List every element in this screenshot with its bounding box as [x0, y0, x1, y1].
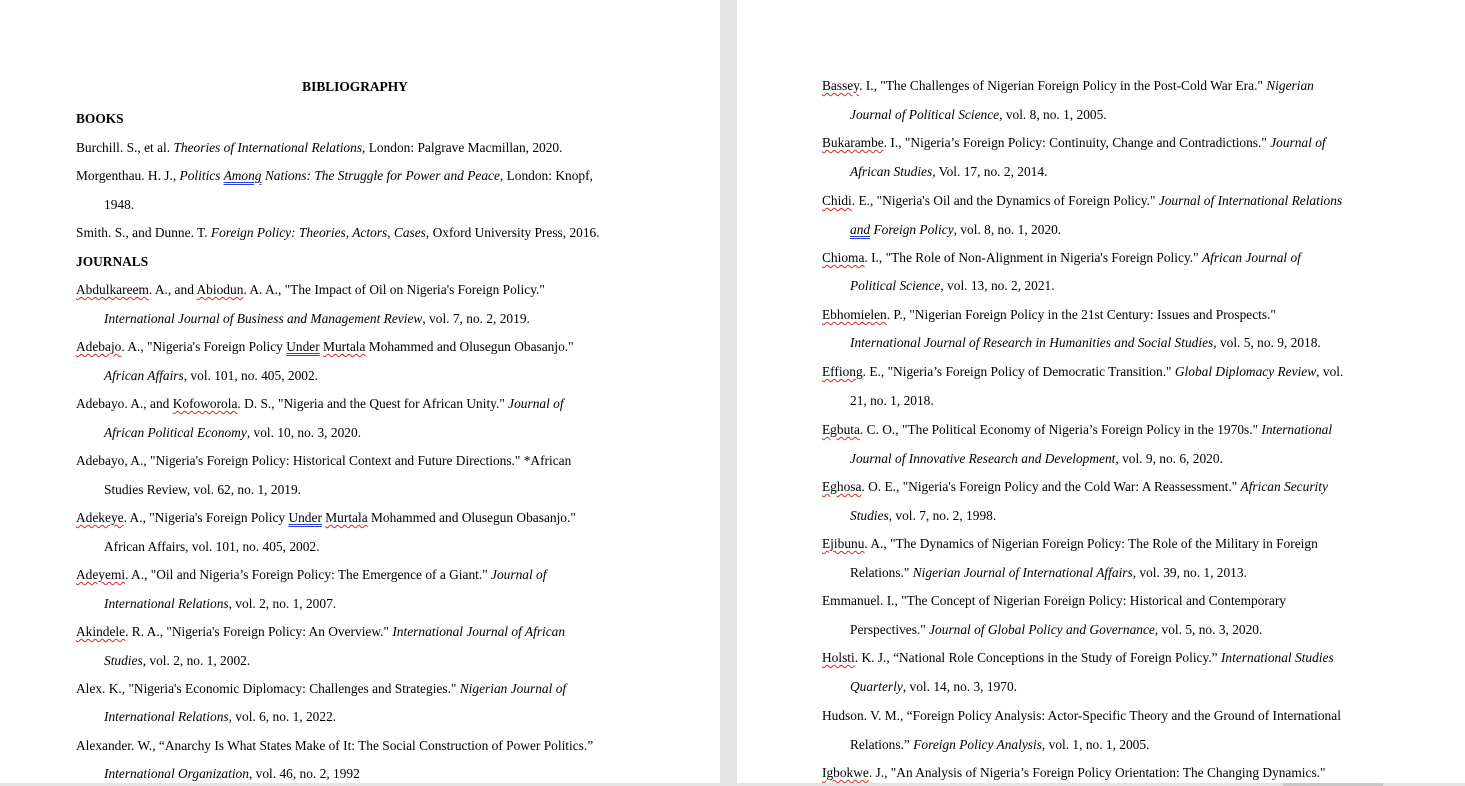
reference-line: Alex. K., "Nigeria's Economic Diplomacy: Challenges and Strategies." Nigerian Journal of: [76, 681, 567, 696]
bibliography-title: BIBLIOGRAPHY: [302, 79, 408, 94]
reference-line: Alexander. W., “Anarchy Is What States Make of It: The Social Construction of Power Politics.”: [76, 738, 594, 753]
spelling-flag: Abdulkareem: [76, 282, 149, 297]
spelling-flag: Adekeye: [76, 510, 124, 525]
spelling-flag: Abiodun: [196, 282, 244, 297]
reference-line: International Relations, vol. 2, no. 1, 2007.: [104, 596, 337, 611]
section-heading-journals: JOURNALS: [76, 254, 149, 269]
grammar-flag: Under: [288, 510, 322, 525]
reference-line: Morgenthau. H. J., Politics Among Nations: The Struggle for Power and Peace, London: Knopf,: [76, 168, 593, 183]
reference-line: Relations.” Foreign Policy Analysis, vol. 1, no. 1, 2005.: [850, 737, 1150, 752]
reference-line: Relations." Nigerian Journal of International Affairs, vol. 39, no. 1, 2013.: [850, 565, 1247, 580]
reference-line: Journal of Political Science, vol. 8, no. 1, 2005.: [850, 107, 1107, 122]
spelling-flag: Igbokwe: [822, 765, 869, 780]
spelling-flag: Ebhomielen: [822, 307, 887, 322]
section-heading-books: BOOKS: [76, 111, 124, 126]
reference-line: Emmanuel. I., "The Concept of Nigerian Foreign Policy: Historical and Contemporary: [822, 593, 1286, 608]
spelling-flag: Chioma: [822, 250, 865, 265]
reference-line: Holsti. K. J., “National Role Conceptions in the Study of Foreign Policy.” International Studies: [822, 650, 1334, 665]
reference-line: 1948.: [104, 197, 135, 212]
reference-line: Political Science, vol. 13, no. 2, 2021.: [850, 278, 1055, 293]
reference-line: and Foreign Policy, vol. 8, no. 1, 2020.: [850, 222, 1062, 237]
spelling-flag: Murtala: [323, 339, 366, 354]
reference-line: 21, no. 1, 2018.: [850, 393, 934, 408]
spelling-flag: Effiong: [822, 364, 863, 379]
page-gap: [720, 0, 737, 786]
reference-line: African Affairs, vol. 101, no. 405, 2002.: [104, 368, 319, 383]
reference-line: International Journal of Research in Humanities and Social Studies, vol. 5, no. 9, 2018.: [850, 335, 1321, 350]
reference-line: Bukarambe. I., "Nigeria’s Foreign Policy: Continuity, Change and Contradictions." Journal of: [822, 135, 1326, 150]
reference-line: Abdulkareem. A., and Abiodun. A. A., "The Impact of Oil on Nigeria's Foreign Policy.": [76, 282, 545, 297]
grammar-flag: and: [850, 222, 871, 237]
reference-line: African Political Economy, vol. 10, no. 3, 2020.: [104, 425, 362, 440]
reference-line: Adebajo. A., "Nigeria's Foreign Policy Under Murtala Mohammed and Olusegun Obasanjo.": [76, 339, 574, 354]
reference-line: Burchill. S., et al. Theories of International Relations, London: Palgrave Macmillan, 2020.: [76, 140, 563, 155]
reference-line: Eghosa. O. E., "Nigeria's Foreign Policy and the Cold War: A Reassessment." African Security: [822, 479, 1328, 494]
reference-line: Egbuta. C. O., "The Political Economy of Nigeria’s Foreign Policy in the 1970s." International: [822, 422, 1333, 437]
reference-line: Adebayo. A., and Kofoworola. D. S., "Nigeria and the Quest for African Unity." Journal of: [76, 396, 564, 411]
reference-line: Akindele. R. A., "Nigeria's Foreign Policy: An Overview." International Journal of African: [76, 624, 566, 639]
spelling-flag: Bukarambe: [822, 135, 884, 150]
reference-line: Quarterly, vol. 14, no. 3, 1970.: [850, 679, 1018, 694]
spelling-flag: Kofoworola: [172, 396, 238, 411]
reference-line: Smith. S., and Dunne. T. Foreign Policy: Theories, Actors, Cases, Oxford University Press, 2016.: [76, 225, 600, 240]
reference-line: Adebayo, A., "Nigeria's Foreign Policy: Historical Context and Future Directions." *African: [76, 453, 572, 468]
spelling-flag: Eghosa: [822, 479, 862, 494]
reference-line: International Relations, vol. 6, no. 1, 2022.: [104, 709, 337, 724]
document-page-right[interactable]: [737, 0, 1465, 786]
reference-line: Igbokwe. J., "An Analysis of Nigeria’s Foreign Policy Orientation: The Changing Dynamics.": [822, 765, 1326, 780]
reference-line: Chioma. I., "The Role of Non-Alignment in Nigeria's Foreign Policy." African Journal of: [822, 250, 1301, 265]
spelling-flag: Holsti: [822, 650, 855, 665]
reference-line: Studies, vol. 2, no. 1, 2002.: [104, 653, 251, 668]
grammar-flag: Under: [286, 339, 320, 354]
reference-line: Hudson. V. M., “Foreign Policy Analysis: Actor-Specific Theory and the Ground of International: [822, 708, 1341, 723]
reference-line: Bassey. I., "The Challenges of Nigerian Foreign Policy in the Post-Cold War Era." Nigerian: [822, 78, 1314, 93]
reference-line: International Journal of Business and Management Review, vol. 7, no. 2, 2019.: [104, 311, 530, 326]
spelling-flag: Ejibunu: [822, 536, 865, 551]
spelling-flag: Akindele: [76, 624, 126, 639]
spelling-flag: Egbuta: [822, 422, 860, 437]
grammar-flag: Among: [223, 168, 262, 183]
reference-line: Perspectives." Journal of Global Policy and Governance, vol. 5, no. 3, 2020.: [850, 622, 1263, 637]
reference-line: Journal of Innovative Research and Development, vol. 9, no. 6, 2020.: [850, 451, 1223, 466]
spelling-flag: Bassey: [822, 78, 860, 93]
spelling-flag: Murtala: [325, 510, 368, 525]
spelling-flag: Adebajo: [76, 339, 122, 354]
reference-line: African Affairs, vol. 101, no. 405, 2002.: [104, 539, 320, 554]
reference-line: Ebhomielen. P., "Nigerian Foreign Policy in the 21st Century: Issues and Prospects.": [822, 307, 1276, 322]
spelling-flag: Adeyemi: [76, 567, 126, 582]
reference-line: African Studies, Vol. 17, no. 2, 2014.: [850, 164, 1048, 179]
reference-line: International Organization, vol. 46, no. 2, 1992: [104, 766, 360, 781]
reference-line: Adeyemi. A., "Oil and Nigeria’s Foreign Policy: The Emergence of a Giant." Journal of: [76, 567, 547, 582]
spelling-flag: Chidi: [822, 193, 852, 208]
reference-line: Chidi. E., "Nigeria's Oil and the Dynamics of Foreign Policy." Journal of International Relations: [822, 193, 1343, 208]
document-page-left[interactable]: [0, 0, 720, 786]
reference-line: Ejibunu. A., "The Dynamics of Nigerian Foreign Policy: The Role of the Military in Foreign: [822, 536, 1318, 551]
reference-line: Adekeye. A., "Nigeria's Foreign Policy Under Murtala Mohammed and Olusegun Obasanjo.": [76, 510, 576, 525]
reference-line: Studies, vol. 7, no. 2, 1998.: [850, 508, 997, 523]
reference-line: Studies Review, vol. 62, no. 1, 2019.: [104, 482, 302, 497]
reference-line: Effiong. E., "Nigeria’s Foreign Policy of Democratic Transition." Global Diplomacy Review, vol.: [822, 364, 1344, 379]
